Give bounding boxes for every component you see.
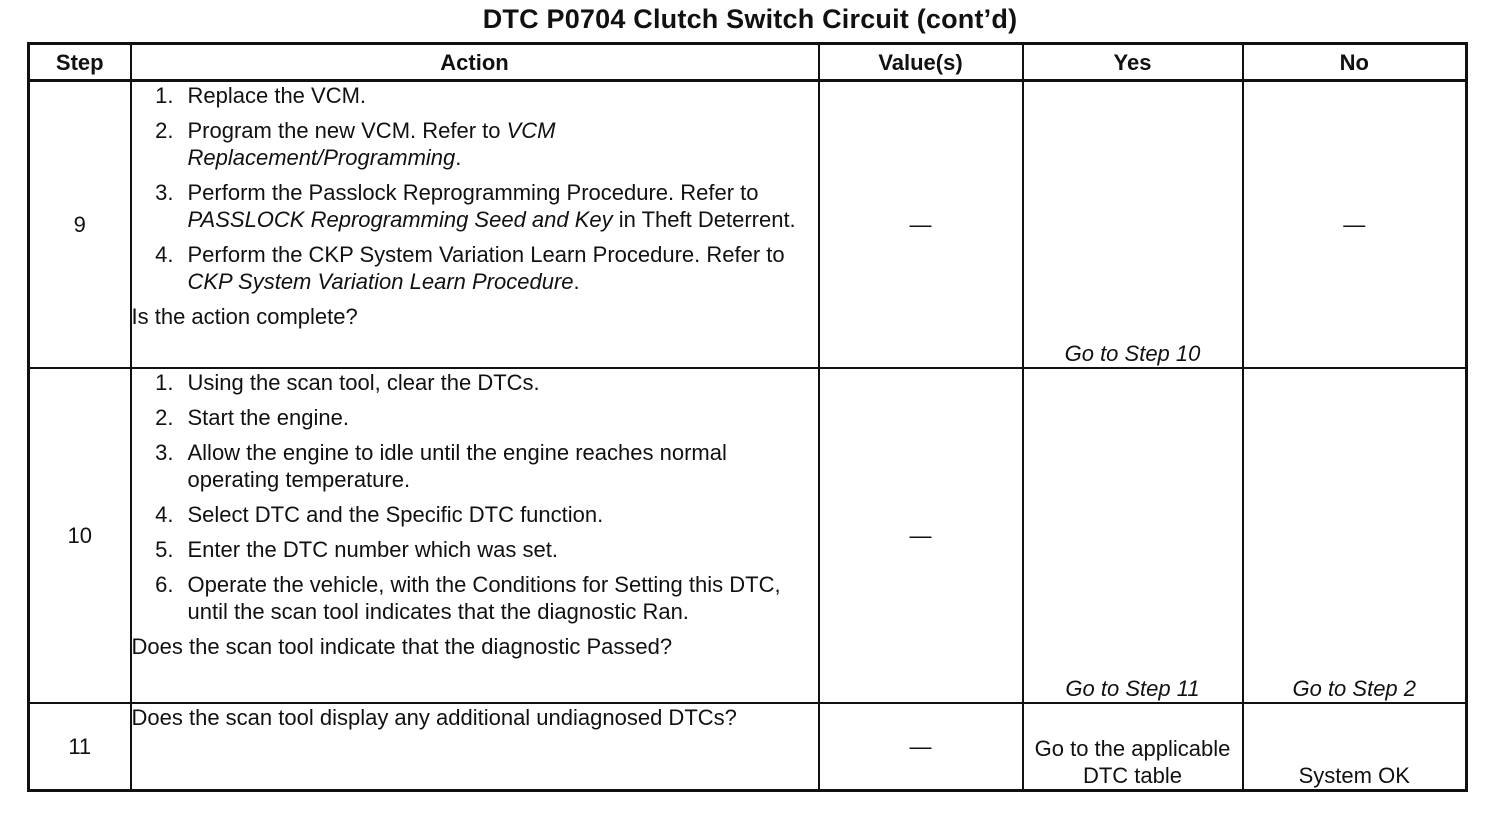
header-action: Action (131, 44, 819, 81)
action-item-number: 5. (155, 536, 174, 562)
yes-cell: Go to Step 10 (1023, 81, 1243, 368)
action-text: Program the new VCM. Refer to (187, 118, 507, 143)
header-yes: Yes (1023, 44, 1243, 81)
action-item-number: 3. (155, 439, 174, 465)
action-item-number: 4. (155, 242, 174, 267)
no-cell: Go to Step 2 (1243, 368, 1467, 703)
step-number: 10 (29, 368, 131, 703)
yes-cell: Go to the applicable DTC table (1023, 703, 1243, 791)
header-no: No (1243, 44, 1467, 81)
action-list (132, 82, 818, 295)
action-item (132, 501, 818, 528)
action-item (132, 369, 818, 396)
header-row (29, 44, 1467, 81)
action-text: Start the engine. (187, 404, 349, 430)
action-item (132, 241, 818, 295)
no-cell: System OK (1243, 703, 1467, 791)
action-item-number: 4. (155, 501, 174, 527)
step-number: 11 (29, 703, 131, 791)
action-item (132, 536, 818, 563)
action-text: Perform the Passlock Reprogramming Procedure. Refer to (187, 180, 759, 205)
action-item (132, 179, 818, 233)
action-item-number: 1. (155, 83, 174, 108)
reference-text: PASSLOCK Reprogramming Seed and Key (187, 207, 613, 232)
yes-cell: Go to Step 11 (1023, 368, 1243, 703)
action-item (132, 404, 818, 431)
action-question: Is the action complete? (131, 304, 358, 329)
values-cell: — (819, 81, 1023, 368)
action-item-number: 2. (155, 118, 174, 143)
action-cell (131, 703, 819, 791)
action-text: Using the scan tool, clear the DTCs. (187, 369, 540, 395)
values-cell: — (819, 703, 1023, 791)
action-text: in Theft Deterrent. (612, 207, 796, 232)
action-text: Replace the VCM. (187, 83, 367, 108)
action-item-number: 1. (155, 369, 174, 395)
page-title: DTC P0704 Clutch Switch Circuit (cont’d) (482, 4, 1018, 34)
header-values: Value(s) (819, 44, 1023, 81)
action-item (132, 117, 818, 171)
values-cell: — (819, 368, 1023, 703)
action-item-number: 6. (155, 571, 174, 597)
action-question: Does the scan tool display any additional undiagnosed DTCs? (131, 704, 737, 730)
action-text: Select DTC and the Specific DTC function. (187, 501, 604, 527)
action-cell (131, 81, 819, 368)
step-number: 9 (29, 81, 131, 368)
action-item-number: 2. (155, 404, 174, 430)
action-text: Operate the vehicle, with the Conditions for Setting this DTC, until the scan tool indicates that the diagnostic Ran. (187, 571, 781, 624)
action-text: Enter the DTC number which was set. (187, 536, 558, 562)
action-item (132, 571, 818, 625)
action-cell (131, 368, 819, 703)
table-row-step-10 (29, 368, 1467, 703)
diagnostic-table (27, 42, 1468, 792)
action-item (132, 82, 818, 109)
header-step: Step (29, 44, 131, 81)
action-text: Perform the CKP System Variation Learn Procedure. Refer to (187, 242, 785, 267)
action-text: . (573, 269, 580, 294)
reference-text: VCM Replacement/Programming (187, 118, 556, 170)
action-item-number: 3. (155, 180, 174, 205)
action-item (132, 439, 818, 493)
action-question: Does the scan tool indicate that the diagnostic Passed? (131, 633, 673, 659)
no-cell: — (1243, 81, 1467, 368)
action-text: . (455, 145, 462, 170)
reference-text: CKP System Variation Learn Procedure (187, 269, 574, 294)
table-row-step-9 (29, 81, 1467, 368)
action-text: Allow the engine to idle until the engine reaches normal operating temperature. (187, 439, 727, 492)
table-row-step-11 (29, 703, 1467, 791)
action-list (132, 369, 818, 625)
